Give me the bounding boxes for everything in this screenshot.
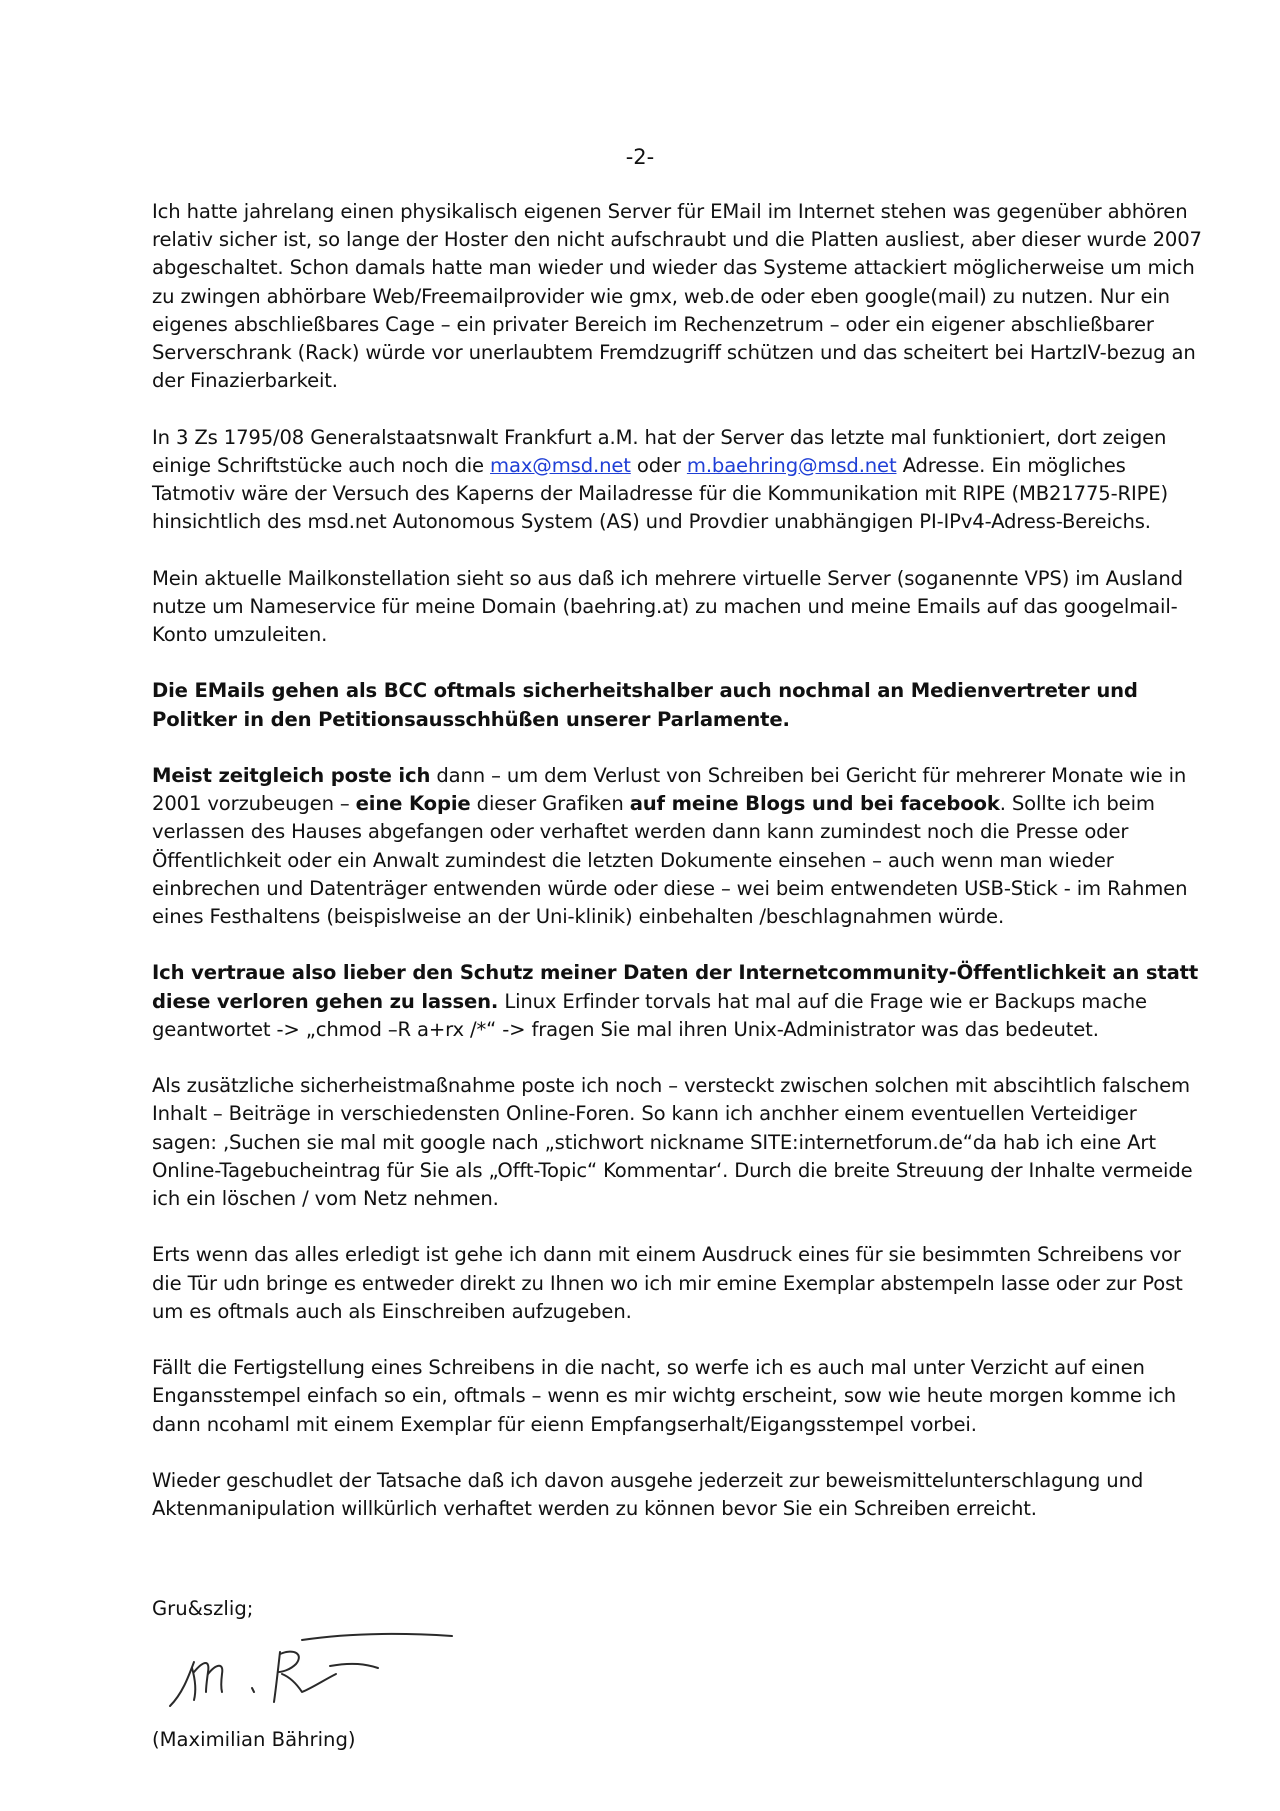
text-run: Adresse. Ein mögliches Tatmotiv wäre der Versuch des Kaperns der Mailadresse für die Kommunikation mit RIPE (MB21775-RIPE) hinsichtlich des msd.net Autonomous System (AS) und Provdier unabhängigen PI-IPv4-Adress-Bereichs.: [152, 453, 1168, 534]
closing-salutation: Gru&szlig;: [152, 1597, 254, 1620]
text-run: Mein aktuelle Mailkonstellation sieht so aus daß ich mehrere virtuelle Server (soganennte VPS) im Ausland nutze um Nameservice für meine Domain (baehring.at) zu machen und meine Emails auf das googelmail-Konto umzuleiten.: [152, 566, 1183, 647]
paragraph: [152, 959, 1204, 1044]
text-run: oder: [630, 453, 687, 477]
paragraph: [152, 1354, 1204, 1439]
handwritten-signature: [152, 1622, 472, 1722]
bold-text: Meist zeitgleich poste ich: [152, 764, 431, 787]
email-link[interactable]: m.baehring@msd.net: [686, 453, 897, 477]
bold-text: Die EMails gehen als BCC oftmals sicherheitshalber auch nochmal an Medienvertreter und Politker in den Petitionsausschhüßen unserer Parlamente.: [152, 679, 1138, 731]
signer-name: (Maximilian Bähring): [152, 1728, 356, 1751]
paragraph: [152, 762, 1204, 931]
text-run: Erts wenn das alles erledigt ist gehe ich dann mit einem Ausdruck eines für sie besimmten Schreibens vor die Tür udn bringe es entweder direkt zu Ihnen wo ich mir emine Exemplar abstempeln lasse oder zur Post um es oftmals auch als Einschreiben aufzugeben.: [152, 1243, 1183, 1323]
paragraph: [152, 1241, 1204, 1326]
text-run: Wieder geschudlet der Tatsache daß ich davon ausgehe jederzeit zur beweismittelunterschlagung und Aktenmanipulation willkürlich verhaftet werden zu können bevor Sie ein Schreiben erreicht.: [152, 1469, 1144, 1521]
paragraph: [152, 1467, 1204, 1523]
paragraph: [152, 198, 1204, 395]
text-run: Linux Erfinder torvals hat mal auf die Frage wie er Backups mache geantwortet -> „chmod –R a+rx /*“ -> fragen Sie mal ihren Unix-Administrator was das bedeutet.: [152, 989, 1147, 1041]
text-run: Als zusätzliche sicherheistmaßnahme poste ich noch – versteckt zwischen solchen mit abscihtlich falschem Inhalt – Beiträge in verschiedensten Online-Foren. So kann ich anchher einem eventuellen Verteidiger sagen: ‚Suchen sie mal mit google nach „stichwort nickname SITE:internetforum.de“da hab ich eine Art Online-Tagebucheintrag für Sie als „Offt-Topic“ Kommentar‘. Durch die breite Streuung der Inhalte vermeide ich ein löschen / vom Netz nehmen.: [152, 1074, 1193, 1211]
letter-body: [152, 198, 1204, 1552]
bold-text: auf meine Blogs und bei facebook: [629, 792, 1000, 816]
email-link[interactable]: max@msd.net: [490, 453, 631, 477]
text-run: dieser Grafiken: [470, 792, 630, 816]
text-run: Ich hatte jahrelang einen physikalisch eigenen Server für EMail im Internet stehen was gegenüber abhören relativ sicher ist, so lange der Hoster den nicht aufschraubt und die Platten ausliest, aber dieser wurde 2007 abgeschaltet. Schon damals hatte man wieder und wieder das Systeme attackiert möglicherweise um mich zu zwingen abhörbare Web/Freemailprovider wie gmx, web.de oder eben google(mail) zu nutzen. Nur ein eigenes abschließbares Cage – ein privater Bereich im Rechenzetrum – oder ein eigener abschließbarer Serverschrank (Rack) würde vor unerlaubtem Fremdzugriff schützen und das scheitert bei HartzIV-bezug an der Finazierbarkeit.: [152, 200, 1202, 393]
paragraph: [152, 1072, 1204, 1213]
paragraph: [152, 424, 1204, 537]
text-run: dann – um dem Verlust von Schreiben bei Gericht für mehrerer Monate wie in 2001 vorzubeugen –: [152, 764, 1187, 816]
text-run: In 3 Zs 1795/08 Generalstaatsnwalt Frankfurt a.M. hat der Server das letzte mal funktioniert, dort zeigen einige Schriftstücke auch noch die: [152, 425, 1167, 477]
text-run: . Sollte ich beim verlassen des Hauses abgefangen oder verhaftet werden dann kann zumindest noch die Presse oder Öffentlichkeit oder ein Anwalt zumindest die letzten Dokumente einsehen – auch wenn man wieder einbrechen und Datenträger entwenden würde oder diese – wei beim entwendeten USB-Stick - im Rahmen eines Festhaltens (beispislweise an der Uni-klinik) einbehalten /beschlagnahmen würde.: [152, 792, 1188, 929]
paragraph: [152, 565, 1204, 650]
bold-text: eine Kopie: [355, 792, 471, 816]
bold-text: Ich vertraue also lieber den Schutz meiner Daten der Internetcommunity-Öffentlichkeit an statt diese verloren gehen zu lassen.: [152, 961, 1199, 1013]
text-run: Fällt die Fertigstellung eines Schreibens in die nacht, so werfe ich es auch mal unter Verzicht auf einen Engansstempel einfach so ein, oftmals – wenn es mir wichtg erscheint, sow wie heute morgen komme ich dann ncohaml mit einem Exemplar für eienn Empfangserhalt/Eigangsstempel vorbei.: [152, 1356, 1177, 1436]
paragraph: [152, 677, 1204, 733]
page-number: -2-: [625, 145, 655, 169]
